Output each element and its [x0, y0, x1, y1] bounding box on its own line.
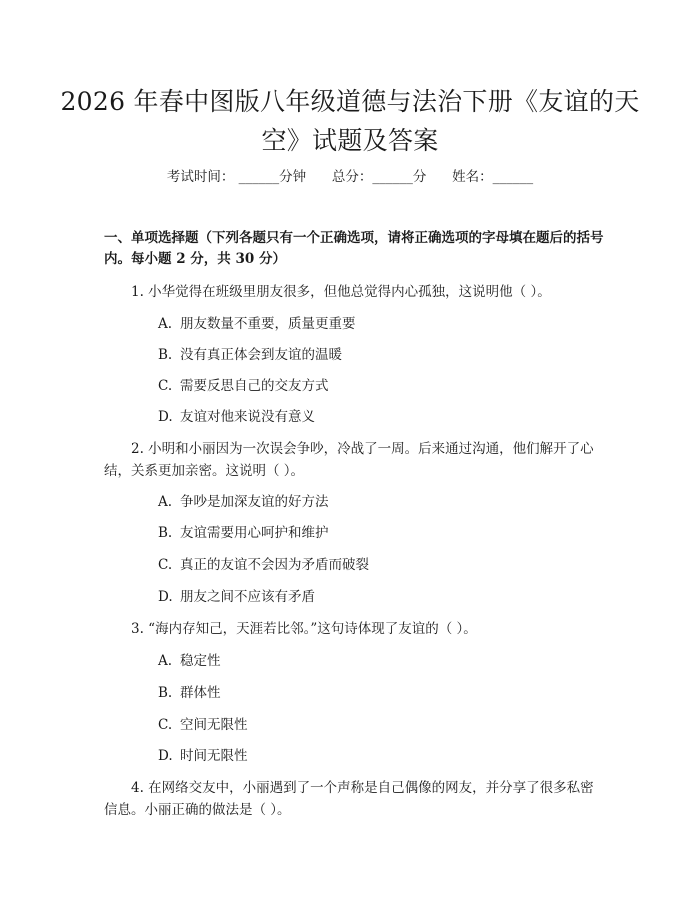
question-4: 4. 在网络交友中，小丽遇到了一个声称是自己偶像的网友，并分享了很多私密信息。小丽正确的做法是（ ）。	[104, 780, 594, 818]
question-3-option-a	[158, 651, 598, 671]
option-text: 没有真正体会到友谊的温暖	[180, 347, 342, 363]
option-text: 空间无限性	[180, 717, 248, 733]
question-3: 3. “海内存知己，天涯若比邻。”这句诗体现了友谊的（ ）。	[131, 621, 477, 637]
option-letter: B.	[158, 347, 173, 363]
option-text: 友谊需要用心呵护和维护	[180, 525, 329, 541]
option-letter: B.	[158, 685, 173, 701]
option-text: 真正的友谊不会因为矛盾而破裂	[180, 557, 369, 573]
option-text: 稳定性	[180, 653, 221, 669]
option-letter: C.	[158, 557, 173, 573]
option-letter: D.	[158, 748, 173, 764]
option-letter: C.	[158, 717, 173, 733]
question-1-option-a	[158, 314, 598, 334]
section-heading: 一、单项选择题（下列各题只有一个正确选项，请将正确选项的字母填在题后的括号内。每小题 2 分，共 30 分）	[104, 230, 604, 267]
question-3-option-c	[158, 715, 598, 735]
option-letter: B.	[158, 525, 173, 541]
option-text: 友谊对他来说没有意义	[180, 409, 315, 425]
option-text: 需要反思自己的交友方式	[180, 378, 329, 394]
question-2-option-d	[158, 587, 598, 607]
question-2-option-b	[158, 523, 598, 543]
question-1: 1. 小华觉得在班级里朋友很多，但他总觉得内心孤独，这说明他（ ）。	[131, 284, 551, 300]
question-2: 2. 小明和小丽因为一次误会争吵，冷战了一周。后来通过沟通，他们解开了心结，关系更加亲密。这说明（ ）。	[104, 441, 594, 479]
option-letter: A.	[158, 316, 173, 332]
document-title: 2026 年春中图版八年级道德与法治下册《友谊的天空》试题及答案	[60, 87, 640, 155]
option-letter: A.	[158, 494, 173, 510]
question-1-option-d	[158, 407, 598, 427]
option-text: 争吵是加深友谊的好方法	[180, 494, 329, 510]
question-1-option-b	[158, 345, 598, 365]
option-text: 朋友之间不应该有矛盾	[180, 589, 315, 605]
option-letter: A.	[158, 653, 173, 669]
exam-info-line: 考试时间： ______分钟 总分：______分 姓名：______	[166, 169, 534, 185]
option-letter: C.	[158, 378, 173, 394]
question-1-option-c	[158, 376, 598, 396]
option-letter: D.	[158, 589, 173, 605]
option-text: 群体性	[180, 685, 221, 701]
option-text: 朋友数量不重要，质量更重要	[180, 316, 356, 332]
option-text: 时间无限性	[180, 748, 248, 764]
option-letter: D.	[158, 409, 173, 425]
question-3-option-b	[158, 683, 598, 703]
question-2-option-a	[158, 492, 598, 512]
question-2-option-c	[158, 555, 598, 575]
question-3-option-d	[158, 746, 598, 766]
